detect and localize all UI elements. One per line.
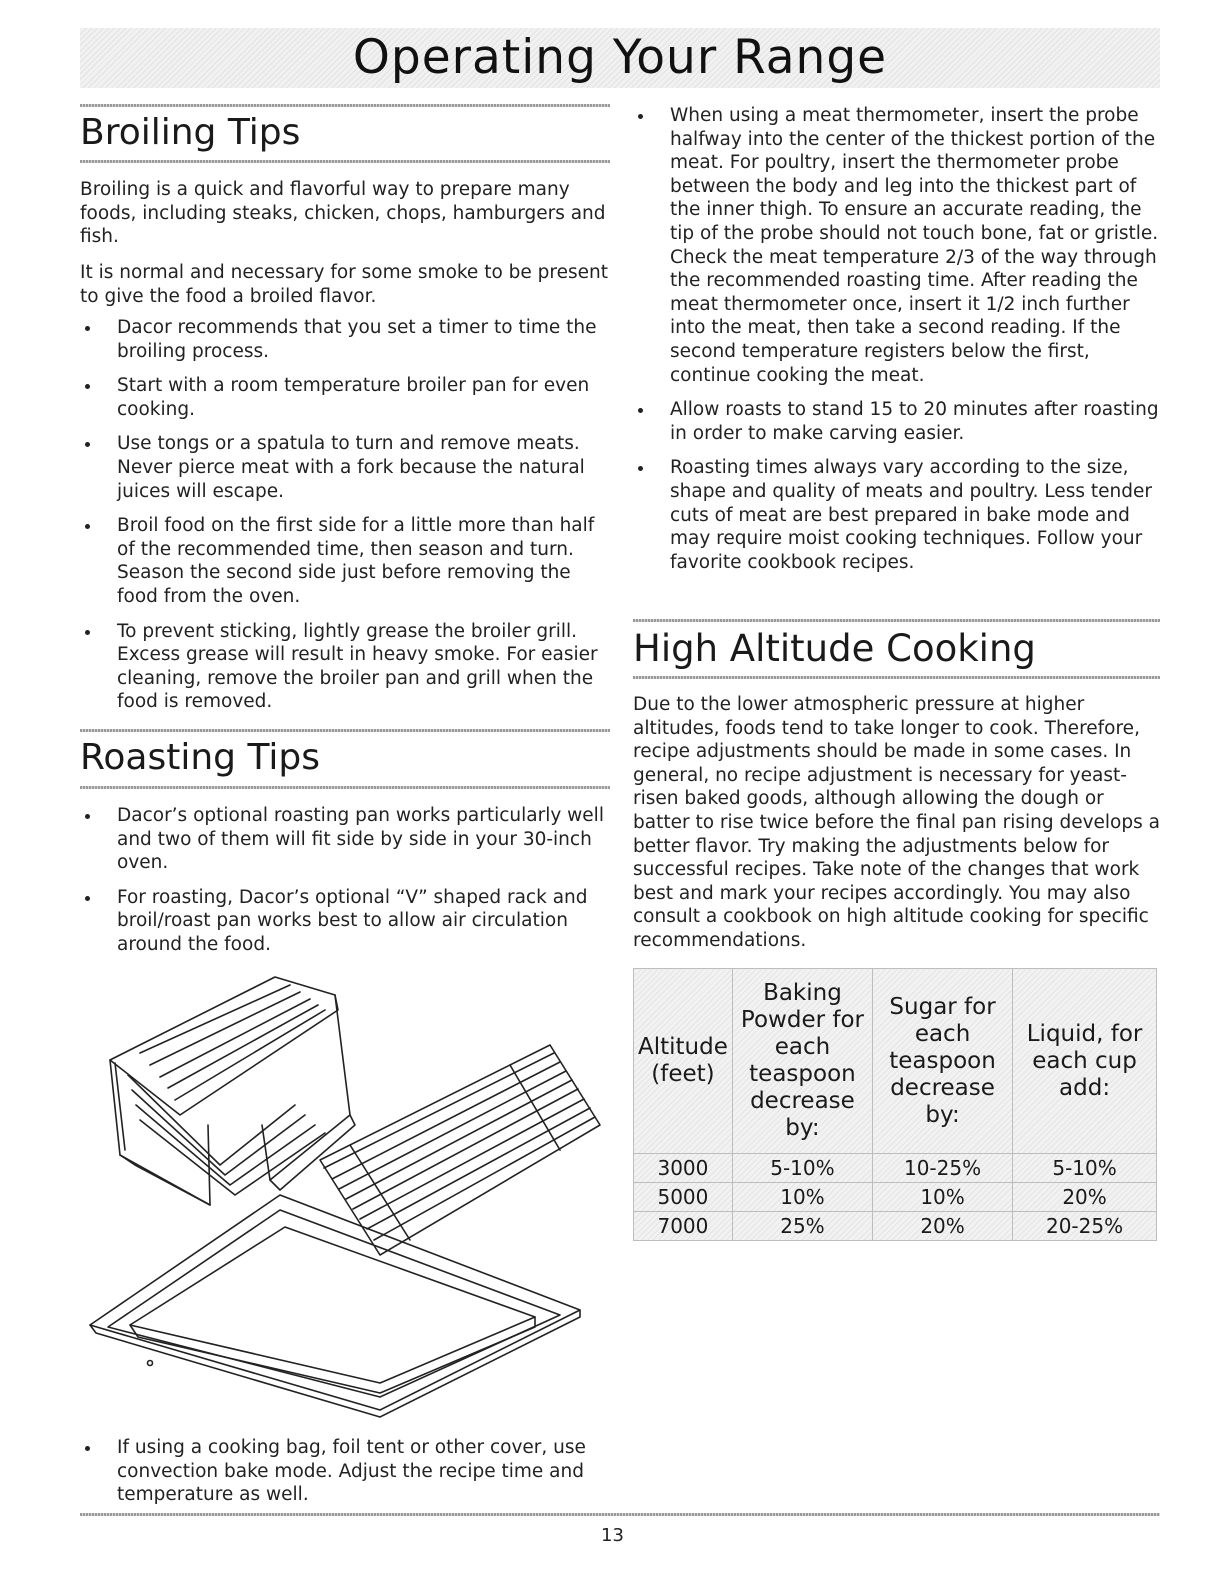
high-altitude-heading: High Altitude Cooking bbox=[633, 627, 1036, 670]
v-rack-icon bbox=[110, 977, 355, 1205]
roasting-pan-icon bbox=[90, 1195, 580, 1417]
table-cell: 10% bbox=[873, 1183, 1013, 1212]
column-header: Liquid, for each cup add: bbox=[1013, 969, 1157, 1154]
table-cell: 10% bbox=[732, 1183, 872, 1212]
section-rule bbox=[633, 619, 1160, 622]
table-row bbox=[634, 1154, 1157, 1183]
high-altitude-table bbox=[633, 968, 1157, 1241]
section-rule bbox=[80, 104, 610, 107]
title-banner bbox=[80, 28, 1160, 88]
broiler-grill-icon bbox=[320, 1045, 600, 1255]
roasting-tips-list bbox=[80, 804, 610, 968]
broiling-tips-list bbox=[80, 316, 610, 725]
list-item: Use tongs or a spatula to turn and remove meats. Never pierce meat with a fork because the natural juices will escape. bbox=[80, 432, 610, 503]
broiling-intro: Broiling is a quick and flavorful way to prepare many foods, including steaks, chicken, chops, hamburgers and fish. bbox=[80, 179, 606, 248]
table-row bbox=[634, 1183, 1157, 1212]
table-cell: 20% bbox=[1013, 1183, 1157, 1212]
roasting-bottom-list bbox=[80, 1436, 610, 1518]
section-rule bbox=[80, 729, 610, 732]
list-item: If using a cooking bag, foil tent or other cover, use convection bake mode. Adjust the recipe time and temperature as well. bbox=[80, 1436, 610, 1507]
table-cell: 20-25% bbox=[1013, 1212, 1157, 1241]
list-item: When using a meat thermometer, insert the probe halfway into the center of the thickest portion of the meat. For poultry, insert the thermometer probe between the body and leg into the thickest part of the inner thigh. To ensure an accurate reading, the tip of the probe should not touch bone, fat or gristle. Check the meat temperature 2/3 of the way through the recommended roasting time. After reading the meat thermometer once, insert it 1/2 inch further into the meat, then take a second reading. If the second temperature registers below the first, continue cooking the meat. bbox=[633, 104, 1160, 387]
list-item: Allow roasts to stand 15 to 20 minutes after roasting in order to make carving easier. bbox=[633, 398, 1160, 445]
high-altitude-paragraph: Due to the lower atmospheric pressure at higher altitudes, foods tend to take longer to cook. Therefore, recipe adjustments should be made in some cases. In general, no recipe adjustment is necessary for yeast-risen baked goods, although allowing the dough or batter to rise twice before the final pan rising develops a better flavor. Try making the adjustments below for successful recipes. Take note of the changes that work best and mark your recipes accordingly. You may also consult a cookbook on high altitude cooking for specific recommendations. bbox=[633, 694, 1160, 951]
table-cell: 5000 bbox=[634, 1183, 733, 1212]
column-header: Sugar for each teaspoon decrease by: bbox=[873, 969, 1013, 1154]
roasting-heading: Roasting Tips bbox=[80, 737, 320, 778]
table-cell: 3000 bbox=[634, 1154, 733, 1183]
list-item: To prevent sticking, lightly grease the broiler grill. Excess grease will result in heavy smoke. For easier cleaning, remove the broiler pan and grill when the food is removed. bbox=[80, 620, 610, 714]
section-rule bbox=[80, 786, 610, 789]
table-cell: 7000 bbox=[634, 1212, 733, 1241]
list-item: Dacor’s optional roasting pan works particularly well and two of them will fit side by side in your 30-inch oven. bbox=[80, 804, 610, 875]
column-header: Altitude (feet) bbox=[634, 969, 733, 1154]
footer-rule bbox=[80, 1513, 1160, 1516]
list-item: Broil food on the first side for a little more than half of the recommended time, then season and turn. Season the second side just before removing the food from the oven. bbox=[80, 514, 610, 608]
page-number: 13 bbox=[601, 1525, 624, 1546]
list-item: Start with a room temperature broiler pan for even cooking. bbox=[80, 374, 610, 421]
roasting-rack-and-pan-illustration bbox=[80, 965, 610, 1425]
broiling-smoke-note: It is normal and necessary for some smoke to be present to give the food a broiled flavor. bbox=[80, 262, 608, 307]
list-item: Dacor recommends that you set a timer to time the broiling process. bbox=[80, 316, 610, 363]
broiling-heading: Broiling Tips bbox=[80, 112, 301, 153]
table-cell: 20% bbox=[873, 1212, 1013, 1241]
table-cell: 5-10% bbox=[732, 1154, 872, 1183]
list-item: Roasting times always vary according to the size, shape and quality of meats and poultry. Less tender cuts of meat are best prepared in bake mode and may require moist cooking techniques. Follow your favorite cookbook recipes. bbox=[633, 456, 1160, 574]
page-title: Operating Your Range bbox=[352, 30, 888, 85]
section-rule bbox=[80, 160, 610, 163]
table-row bbox=[634, 1212, 1157, 1241]
list-item: For roasting, Dacor’s optional “V” shaped rack and broil/roast pan works best to allow air circulation around the food. bbox=[80, 886, 610, 957]
table-cell: 5-10% bbox=[1013, 1154, 1157, 1183]
table-cell: 10-25% bbox=[873, 1154, 1013, 1183]
roasting-tips-continued bbox=[633, 104, 1160, 585]
section-rule bbox=[633, 676, 1160, 679]
column-header: Baking Powder for each teaspoon decrease by: bbox=[732, 969, 872, 1154]
table-cell: 25% bbox=[732, 1212, 872, 1241]
table-header-row bbox=[634, 969, 1157, 1154]
